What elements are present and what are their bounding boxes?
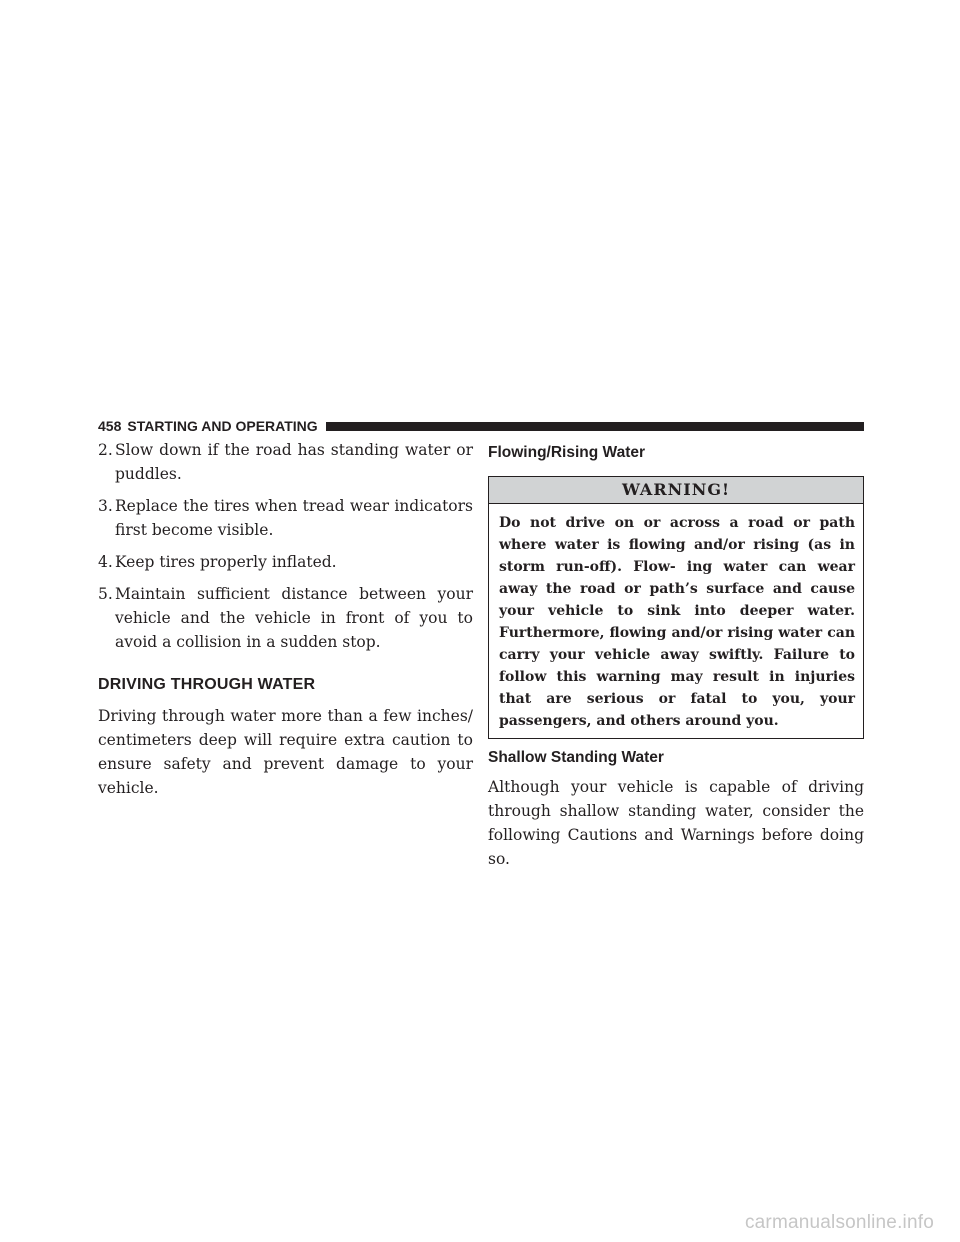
subsection-heading-shallow: Shallow Standing Water [488, 749, 664, 766]
list-number: 3. [98, 497, 113, 515]
subsection-heading: Flowing/Rising Water [488, 444, 646, 461]
section-title: STARTING AND OPERATING [127, 418, 318, 434]
list-text: Maintain sufficient distance between your vehicle and the vehicle in front of you to avoid a collision in a sudden stop. [115, 585, 473, 651]
list-number: 2. [98, 441, 113, 459]
right-column [488, 438, 864, 871]
warning-box [488, 476, 864, 739]
warning-text: Do not drive on or across a road or path where water is flowing and/or rising (as in storm run-off). Flow- ing water can wear away the road or path’s surface and cause your vehicle to sink into deeper water. Furthermore, flowing and/or rising water can carry your vehicle away swiftly. Failure to follow this warning may result in injuries that are serious or fatal to you, your passengers, and others around you. [499, 515, 855, 729]
list-text: Keep tires properly inflated. [115, 553, 337, 571]
body-paragraph: Although your vehicle is capable of driving through shallow standing water, consider the following Cautions and Warnings before doing so. [488, 778, 864, 868]
left-column [98, 438, 473, 800]
body-paragraph: Driving through water more than a few inches/ centimeters deep will require extra caution to ensure safety and prevent damage to your vehicle. [98, 707, 473, 797]
list-item [98, 438, 473, 486]
page-number: 458 [98, 418, 122, 434]
section-heading: DRIVING THROUGH WATER [98, 676, 316, 693]
header-rule [326, 422, 864, 431]
page-header [98, 418, 864, 434]
list-text: Slow down if the road has standing water or puddles. [115, 441, 473, 483]
list-item [98, 494, 473, 542]
watermark-text: carmanualsonline.info [744, 1212, 934, 1233]
list-item [98, 550, 473, 574]
list-number: 5. [98, 585, 113, 603]
list-text: Replace the tires when tread wear indicators first become visible. [115, 497, 473, 539]
list-number: 4. [98, 553, 113, 571]
warning-title: WARNING! [489, 477, 863, 504]
list-item [98, 582, 473, 654]
